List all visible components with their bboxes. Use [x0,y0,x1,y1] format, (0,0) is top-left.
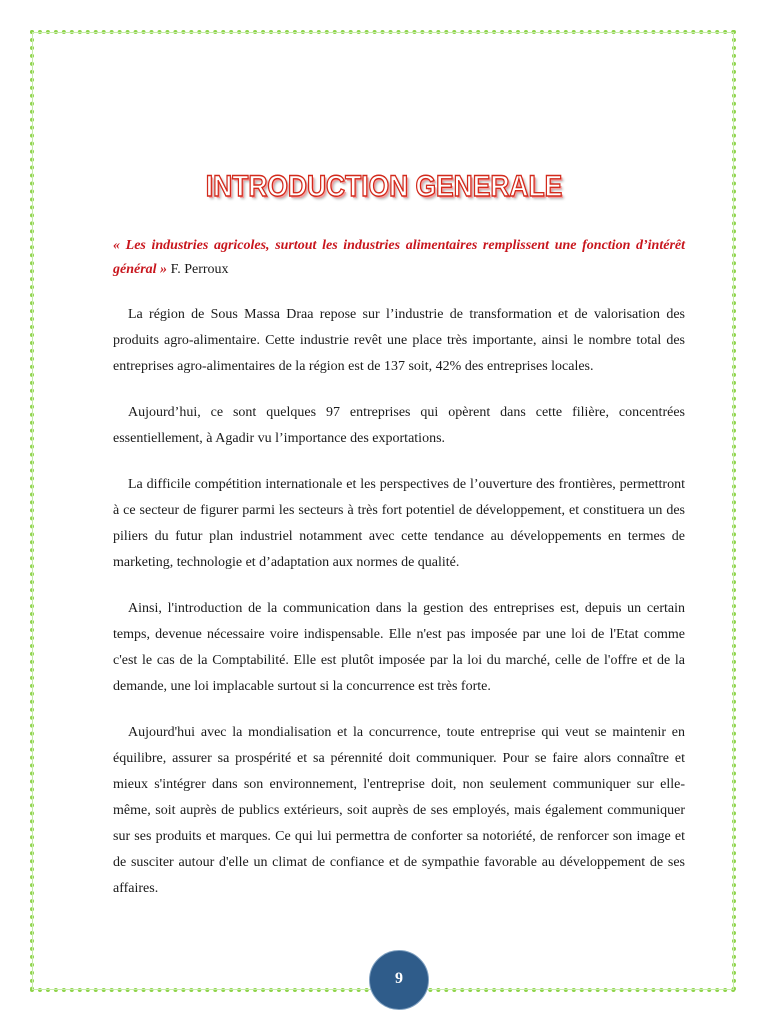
quote-author: F. Perroux [167,262,229,277]
epigraph-quote [113,234,685,282]
page-number-badge: 9 [369,950,429,1010]
document-body [113,234,685,922]
paragraph-5: Aujourd'hui avec la mondialisation et la concurrence, toute entreprise qui veut se maintenir en équilibre, assurer sa prospérité et sa pérennité doit communiquer. Pour se faire alors connaître et mieux s'intégrer dans son environnement, l'entreprise doit, non seulement communiquer sur elle-même, soit auprès de publics extérieurs, soit auprès de ses employés, mais également communiquer sur ses produits et marques. Ce qui lui permettra de conforter sa notoriété, de renforcer son image et de susciter autour d'elle un climat de confiance et de sympathie favorable au développement de ses affaires. [113,725,685,896]
paragraph-4: Ainsi, l'introduction de la communication dans la gestion des entreprises est, depuis un certain temps, devenue nécessaire voire indispensable. Elle n'est pas imposée par une loi de l'Etat comme c'est le cas de la Comptabilité. Elle est plutôt imposée par la loi du marché, celle de l'offre et de la demande, une loi implacable surtout si la concurrence est très forte. [113,601,685,694]
paragraph-2: Aujourd’hui, ce sont quelques 97 entreprises qui opèrent dans cette filière, concentrées essentiellement, à Agadir vu l’importance des exportations. [113,405,685,446]
quote-text: « Les industries agricoles, surtout les industries alimentaires remplissent une fonction d’intérêt général » [113,238,685,277]
paragraph-3: La difficile compétition internationale et les perspectives de l’ouverture des frontières, permettront à ce secteur de figurer parmi les secteurs à très fort potentiel de développement, et constituera un des piliers du futur plan industriel notamment avec cette tendance au développements en termes de marketing, technologie et d’adaptation aux normes de qualité. [113,477,685,570]
page-title: INTRODUCTION GENERALE [205,170,563,203]
paragraph-1: La région de Sous Massa Draa repose sur l’industrie de transformation et de valorisation des produits agro-alimentaire. Cette industrie revêt une place très importante, ainsi le nombre total des entreprises agro-alimentaires de la région est de 137 soit, 42% des entreprises locales. [113,307,685,374]
